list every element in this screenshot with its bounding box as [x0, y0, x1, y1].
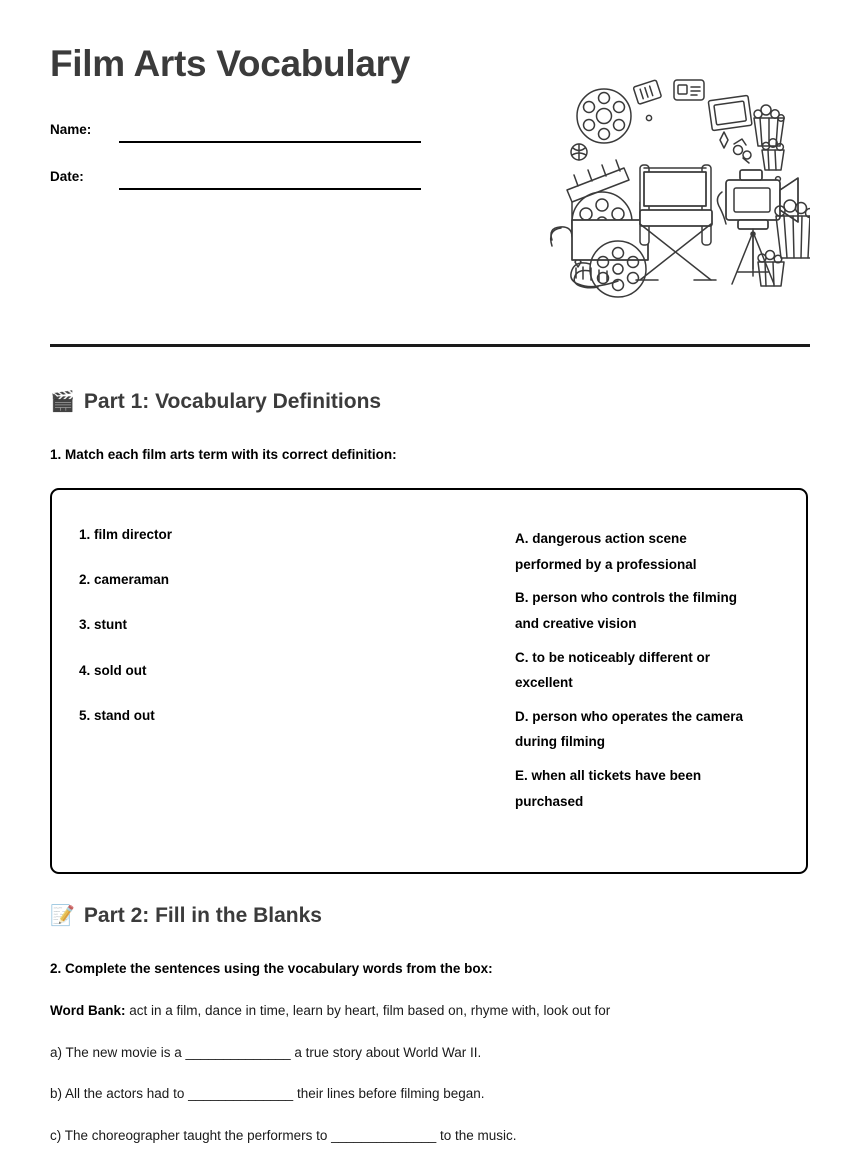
date-field-row [50, 169, 430, 191]
film-ball-icon [571, 144, 587, 160]
small-camera-icon [734, 139, 752, 163]
fill-blank-sentence-b[interactable]: b) All the actors had to ______________ their lines before filming began. [50, 1086, 485, 1101]
term-item[interactable]: 5. stand out [79, 707, 155, 723]
part2-heading [50, 904, 322, 928]
fill-blank-sentence-a[interactable]: a) The new movie is a ______________ a true story about World War II. [50, 1045, 482, 1060]
word-bank [50, 1003, 610, 1018]
definition-item[interactable]: B. person who controls the filming and creative vision [515, 590, 738, 631]
part2-heading-text: Part 2: Fill in the Blanks [83, 904, 322, 927]
directors-chair-icon [636, 165, 716, 280]
word-bank-label: Word Bank: [50, 1003, 126, 1018]
name-field-row [50, 122, 430, 144]
part1-heading-text: Part 1: Vocabulary Definitions [83, 390, 382, 413]
film-reel-icon [577, 89, 631, 143]
fill-blank-sentence-c[interactable]: c) The choreographer taught the performers to ______________ to the music. [50, 1128, 517, 1143]
clapper-panel-icon [572, 220, 648, 260]
part1-heading [50, 390, 381, 414]
clapper-board-icon: 🎬 [50, 391, 75, 413]
film-strip-icon [551, 227, 572, 246]
name-label: Name: [50, 122, 92, 137]
page-title: Film Arts Vocabulary [50, 43, 410, 84]
memo-pencil-icon: 📝 [50, 905, 75, 927]
term-item[interactable]: 1. film director [79, 527, 173, 542]
dot-decor-icon [646, 115, 651, 120]
part2-instruction: 2. Complete the sentences using the vocabulary words from the box: [50, 961, 493, 976]
part1-instruction: 1. Match each film arts term with its correct definition: [50, 447, 397, 462]
popcorn-bucket-icon [754, 105, 784, 146]
term-item[interactable]: 4. sold out [79, 662, 147, 678]
definition-item[interactable]: C. to be noticeably different or excellent [515, 649, 711, 691]
definition-item[interactable]: D. person who operates the camera during filming [515, 708, 744, 750]
sparkle-icon [720, 132, 728, 148]
definition-item[interactable]: A. dangerous action scene performed by a professional [515, 531, 697, 572]
photo-frame-icon [708, 95, 752, 130]
section-divider [50, 344, 810, 347]
film-arts-doodle-illustration [548, 72, 810, 312]
definitions-column [515, 490, 806, 872]
name-input-line[interactable] [119, 141, 421, 143]
date-input-line[interactable] [119, 188, 421, 190]
video-camera-tripod-icon [717, 170, 798, 284]
marquee-sign-icon [674, 80, 704, 100]
movie-ticket-icon [633, 80, 661, 105]
term-item[interactable]: 2. cameraman [79, 572, 170, 588]
popcorn-bucket-icon [762, 139, 784, 170]
date-label: Date: [50, 169, 84, 184]
term-item[interactable]: 3. stunt [79, 617, 128, 633]
matching-exercise-box [50, 488, 808, 874]
definition-item[interactable]: E. when all tickets have been purchased [515, 768, 702, 809]
terms-column [52, 490, 515, 872]
word-bank-words: act in a film, dance in time, learn by heart, film based on, rhyme with, look out for [129, 1003, 611, 1018]
